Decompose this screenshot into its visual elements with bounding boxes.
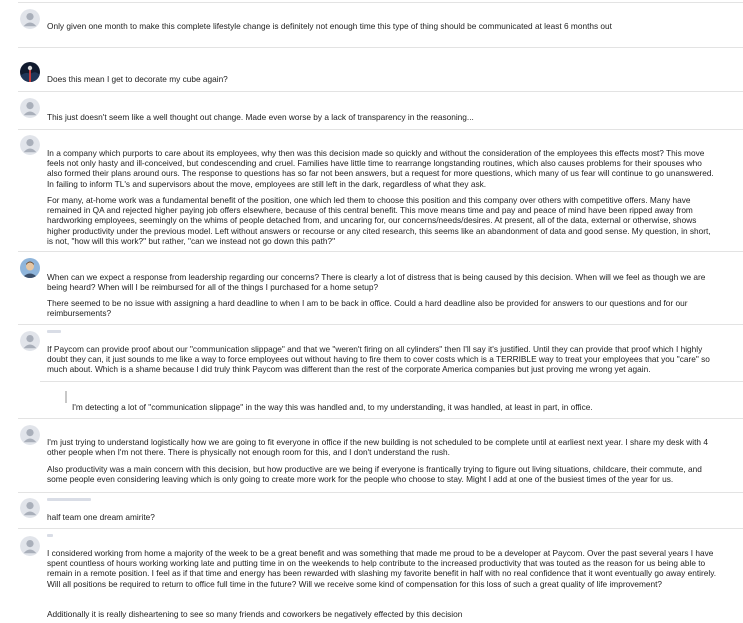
comment-divider <box>18 129 743 130</box>
default-user-icon[interactable] <box>20 498 40 518</box>
comment-text: I considered working from home a majority of the week to be a great benefit and was something that made me proud to be a developer at Paycom. Over the past several years I have spent countless of hours working working late and putting time in on the weekends to help contribute to the increased productivity that was touted as the reason for us being able to remain in a remote position. I feel as if that time and energy has been rewarded with slashing my favorite benefit in half with no real confidence that it wont eventually go away entirely. Will all positions be required to return to office full time in the future? Will we receive some kind of compensation for this loss of such a great quality of life improvement? <box>47 548 717 589</box>
comment-text: When can we expect a response from leadership regarding our concerns? There is clearly a lot of distress that is being caused by this decision. When will we feel as though we are being heard? When will I be reimbursed for all of the things I purchased for a home setup? <box>47 272 706 293</box>
default-user-icon[interactable] <box>20 536 40 556</box>
comment-divider <box>18 47 743 48</box>
comment-text: There seemed to be no issue with assigning a hard deadline to when I am to be back in office. Could a hard deadline also be provided for answers to our questions and for our reimbursements? <box>47 298 688 319</box>
comment-divider <box>18 418 743 419</box>
comment-text: For many, at-home work was a fundamental benefit of the position, one which led them to choose this position and this company over others with competitive offers. Many have remained in QA and rejected higher paying job offers elsewhere, because of this central benefit. This move means time and pay and peace of mind have been ripped away from hardworking employees, seemingly on the whims of people detached from, and uncaring for, our concerns/needs/desires. At present, all of the data, external or otherwise, shows higher productivity under the previous model. Left without answers or recourse or any cited research, this seems like an abandonment of data and good sense. My question, in short, is not, "how will this work?" but rather, "can we instead not go down this path?" <box>47 195 711 246</box>
author-name[interactable] <box>47 498 91 501</box>
comment-text: This just doesn't seem like a well thought out change. Made even worse by a lack of transparency in the reasoning... <box>47 112 474 122</box>
comment-divider <box>18 528 743 529</box>
author-name[interactable] <box>47 330 61 333</box>
comment-divider <box>18 492 743 493</box>
comment-text: half team one dream amirite? <box>47 512 155 522</box>
comment-text: Only given one month to make this complete lifestyle change is definitely not enough time this type of thing should be communicated at least 6 months out <box>47 21 612 31</box>
comment-divider <box>18 324 743 325</box>
default-user-icon[interactable] <box>20 98 40 118</box>
comment-text: If Paycom can provide proof about our "communication slippage" and that we "weren't firing on all cylinders" then I'll say it's justified. Until they can provide that proof which I highly doubt they can, it just sounds to me like a way to force employees out without having to fire them to cover costs which is a TERRIBLE way to treat your employees that you "care" so much about. Which is a shame because I did truly think Paycom was different than the rest of the corporate America companies but just proving me wrong yet again. <box>47 344 710 375</box>
reply-indent-bar <box>65 391 67 403</box>
comment-divider <box>18 2 743 3</box>
reply-divider <box>40 381 743 382</box>
user-photo-icon[interactable] <box>20 258 40 278</box>
default-user-icon[interactable] <box>20 425 40 445</box>
comment-text: I'm just trying to understand logistically how we are going to fit everyone in office if the new building is not scheduled to be complete until at earliest next year. I share my desk with 4 other people when I'm not there. There is physically not enough room for this, and I don't understand the rush. <box>47 437 708 458</box>
comment-divider <box>18 91 743 92</box>
comment-text: I'm detecting a lot of "communication slippage" in the way this was handled and, to my understanding, it was handled, at least in part, in office. <box>72 402 593 412</box>
comment-text: Additionally it is really disheartening to see so many friends and coworkers be negatively effected by this decision <box>47 609 463 619</box>
default-user-icon[interactable] <box>20 331 40 351</box>
comment-text: Also productivity was a main concern with this decision, but how productive are we being if everyone is frantically trying to figure out living situations, childcare, their commute, and some people even considering leaving which is only going to create more work for the people who choose to stay. Might I add at one of the busiest times of the year for us. <box>47 464 702 485</box>
user-photo-icon[interactable] <box>20 62 40 82</box>
default-user-icon[interactable] <box>20 9 40 29</box>
default-user-icon[interactable] <box>20 135 40 155</box>
comment-text: In a company which purports to care about its employees, why then was this decision made so quickly and without the consideration of the employees this effects most? This move feels not only hasty and ill-conceived, but condescending and cruel. Families have little time to rearrange longstanding routines, which also causes problems for their spouses who also formed their plans around ours. The response to questions has so far not been answers, but a request for more questions, which many of us fear will continue to go unanswered. In failing to inform TL's and supervisors about the move, employees are still left in the dark, regardless of what they ask. <box>47 148 714 189</box>
comment-divider <box>18 251 743 252</box>
author-name[interactable] <box>47 534 53 537</box>
comment-text: Does this mean I get to decorate my cube again? <box>47 74 228 84</box>
